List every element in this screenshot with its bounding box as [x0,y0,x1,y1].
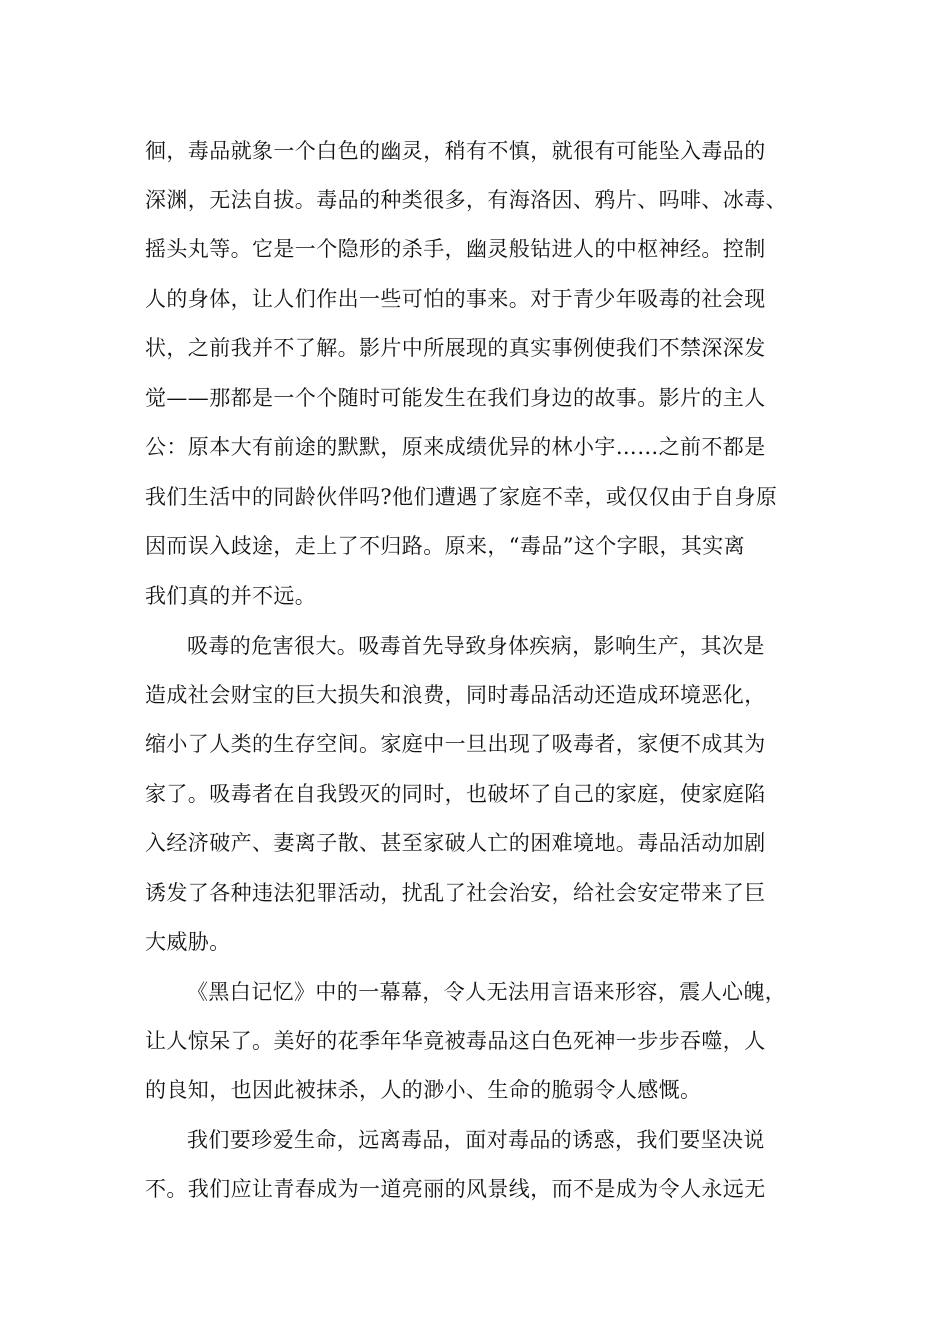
text-line: 不。我们应让青春成为一道亮丽的风景线，而不是成为令人永远无 [145,1177,766,1201]
paragraph-start-line: 吸毒的危害很大。吸毒首先导致身体疾病，影响生产，其次是 [187,634,765,658]
text-line: 人的身体，让人们作出一些可怕的事来。对于青少年吸毒的社会现 [145,287,766,311]
paragraph-start-line: 我们要珍爱生命，远离毒品，面对毒品的诱惑，我们要坚决说 [187,1128,765,1152]
text-line: 我们生活中的同龄伙伴吗?他们遭遇了家庭不幸，或仅仅由于自身原 [145,485,778,509]
paragraph-start-line: 《黑白记忆》中的一幕幕，令人无法用言语来形容，震人心魄， [187,980,787,1004]
text-line: 觉——那都是一个个随时可能发生在我们身边的故事。影片的主人 [145,386,766,410]
text-line: 造成社会财宝的巨大损失和浪费，同时毒品活动还造成环境恶化， [145,683,766,707]
text-line: 诱发了各种违法犯罪活动，扰乱了社会治安，给社会安定带来了巨 [145,881,766,905]
text-line: 因而误入歧途，走上了不归路。原来，“毒品”这个字眼，其实离 [145,534,746,558]
text-line: 我们真的并不远。 [145,584,317,608]
text-line: 徊，毒品就象一个白色的幽灵，稍有不慎，就很有可能坠入毒品的 [145,139,766,163]
text-line: 摇头丸等。它是一个隐形的杀手，幽灵般钻进人的中枢神经。控制 [145,237,766,261]
text-line: 公：原本大有前途的默默，原来成绩优异的林小宇……之前不都是 [145,435,766,459]
text-line: 的良知，也因此被抹杀，人的渺小、生命的脆弱令人感慨。 [145,1078,702,1102]
text-line: 缩小了人类的生存空间。家庭中一旦出现了吸毒者，家便不成其为 [145,732,766,756]
text-line: 大威胁。 [145,930,231,954]
text-line: 状，之前我并不了解。影片中所展现的真实事例使我们不禁深深发 [145,336,766,360]
text-line: 家了。吸毒者在自我毁灭的同时，也破坏了自己的家庭，使家庭陷 [145,782,766,806]
text-line: 让人惊呆了。美好的花季年华竟被毒品这白色死神一步步吞噬，人 [145,1029,766,1053]
text-line: 入经济破产、妻离子散、甚至家破人亡的困难境地。毒品活动加剧 [145,831,766,855]
text-line: 深渊，无法自拔。毒品的种类很多，有海洛因、鸦片、吗啡、冰毒、 [145,188,787,212]
